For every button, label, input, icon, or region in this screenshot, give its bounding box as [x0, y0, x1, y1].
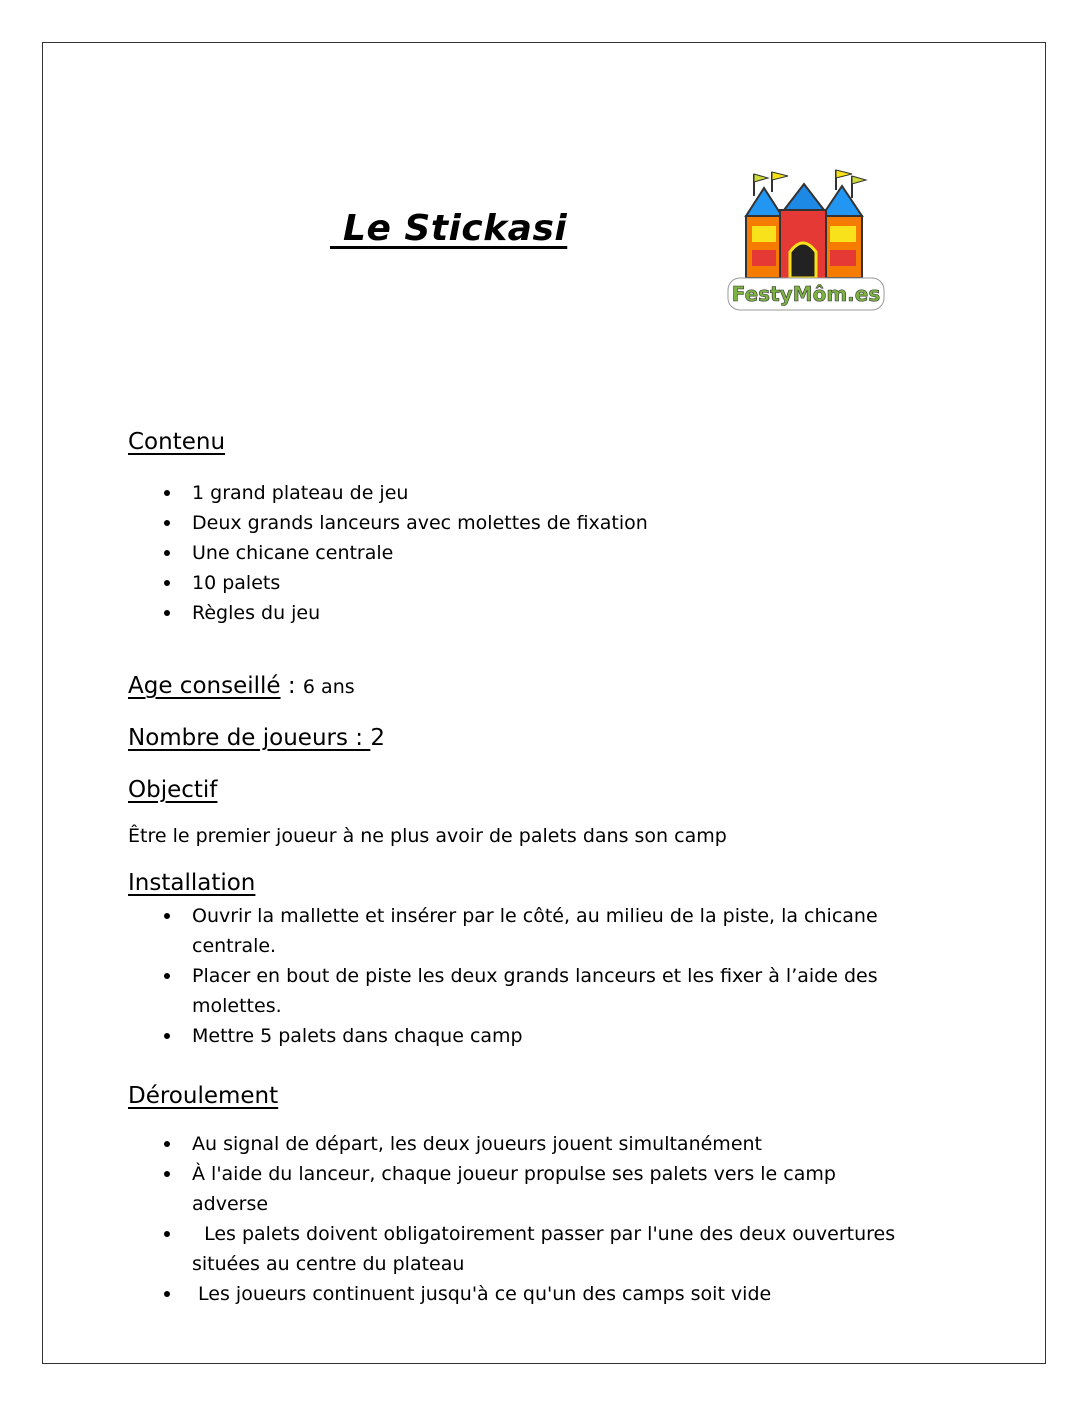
- list-item: 10 palets: [160, 568, 648, 598]
- list-item: Placer en bout de piste les deux grands lanceurs et les fixer à l’aide des molettes.: [160, 961, 912, 1021]
- deroulement-list: [160, 1129, 912, 1309]
- age-line: [128, 673, 355, 699]
- joueurs-value: 2: [370, 725, 385, 751]
- joueurs-line: [128, 725, 385, 751]
- age-value: 6 ans: [302, 676, 355, 698]
- list-item: Règles du jeu: [160, 598, 648, 628]
- installation-heading: Installation: [128, 870, 256, 896]
- list-item: Les joueurs continuent jusqu'à ce qu'un des camps soit vide: [160, 1279, 912, 1309]
- deroulement-heading: Déroulement: [128, 1083, 279, 1109]
- list-item: Une chicane centrale: [160, 538, 648, 568]
- list-item: À l'aide du lanceur, chaque joueur propulse ses palets vers le camp adverse: [160, 1159, 912, 1219]
- joueurs-label: Nombre de joueurs :: [128, 725, 371, 751]
- list-item: Mettre 5 palets dans chaque camp: [160, 1021, 912, 1051]
- festy-momes-logo: [724, 166, 888, 316]
- list-item: Les palets doivent obligatoirement passer par l'une des deux ouvertures situées au centre du plateau: [160, 1219, 912, 1279]
- age-label: Age conseillé: [128, 673, 281, 699]
- objectif-heading: Objectif: [128, 777, 218, 803]
- list-item: Au signal de départ, les deux joueurs jouent simultanément: [160, 1129, 912, 1159]
- list-item: Deux grands lanceurs avec molettes de fixation: [160, 508, 648, 538]
- objectif-text: Être le premier joueur à ne plus avoir de palets dans son camp: [128, 825, 727, 847]
- contenu-list: [160, 478, 648, 628]
- installation-list: [160, 901, 912, 1051]
- list-item: 1 grand plateau de jeu: [160, 478, 648, 508]
- contenu-heading: Contenu: [128, 429, 226, 455]
- page-title: Le Stickasi: [330, 208, 568, 249]
- list-item: Ouvrir la mallette et insérer par le côté, au milieu de la piste, la chicane centrale.: [160, 901, 912, 961]
- age-separator: :: [280, 673, 303, 699]
- logo-text: FestyMôm.es: [731, 282, 881, 306]
